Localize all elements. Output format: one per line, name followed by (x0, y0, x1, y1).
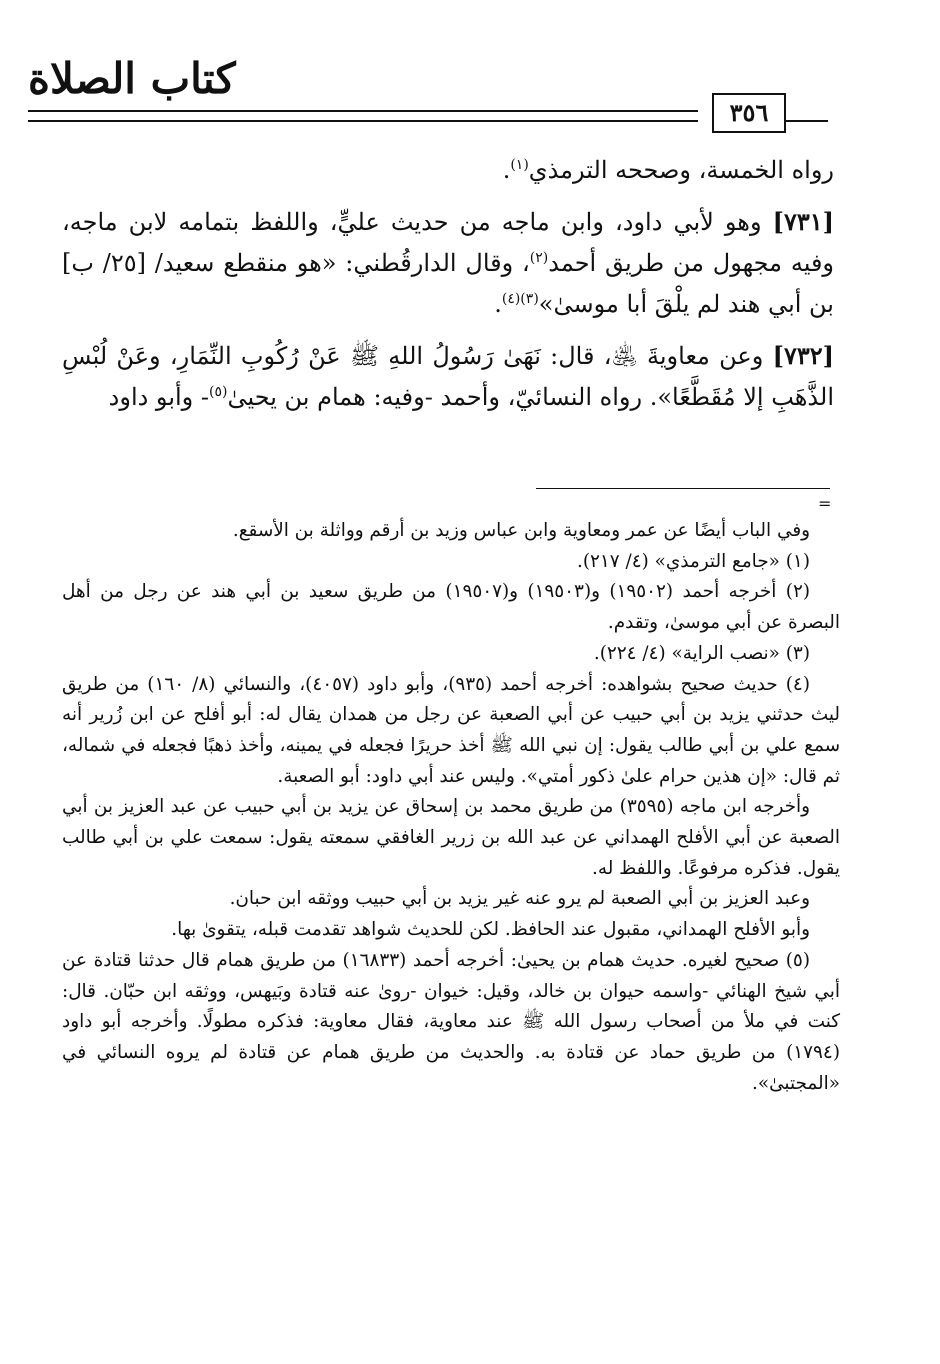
footnote-4-para-3: وعبد العزيز بن أبي الصعبة لم يرو عنه غير يزيد بن أبي حبيب ووثقه ابن حبان. (229, 888, 810, 910)
header-rule-bottom (28, 120, 698, 122)
footnote-3: (٣) «نصب الراية» (٤/ ٢٢٤). (593, 642, 810, 664)
hadith-number: [٧٣١] (772, 207, 834, 236)
paragraph-riwayah: رواه الخمسة، وصححه الترمذي$^{(١)}$. (502, 156, 834, 184)
running-header-title: كتاب الصلاة (28, 54, 236, 103)
continuation-mark: = (818, 494, 832, 513)
header-rule-right (786, 120, 828, 122)
footnote-2: (٢) أخرجه أحمد (١٩٥٠٢) و(١٩٥٠٣) و(١٩٥٠٧) من طريق سعيد بن أبي هند عن رجل من أهل البصرة عن أبي موسىٰ، وتقدم. (62, 581, 840, 634)
header-rule-top (28, 110, 698, 112)
footnote-4-para-4: وأبو الأفلح الهمداني، مقبول عند الحافظ. لكن للحديث شواهد تقدمت قبله، يتقوىٰ بها. (171, 919, 810, 941)
page-number: ٣٥٦ (712, 93, 786, 133)
hadith-731: [٧٣١] وهو لأبي داود، وابن ماجه من حديث عليٍّ، واللفظ بتمامه لابن ماجه، وفيه مجهول من طريق أحمد$^{(٢)}$، وقال الدارقُطني: «هو منقطع سعيد/ [٢٥/ ب] بن أبي هند لم يلْقَ أبا موسىٰ»$^{(٣)(٤)}$. (62, 207, 835, 318)
main-text (62, 150, 834, 428)
footnote-ref: (١) (510, 157, 529, 173)
footnote-ref: (٣)(٤) (501, 291, 539, 307)
footnotes (62, 516, 840, 1099)
footnote-ref: (٢) (529, 250, 549, 266)
footnote-ref: (٥) (209, 384, 228, 400)
footnote-separator (536, 488, 830, 489)
footnote-5: (٥) صحيح لغيره. حديث همام بن يحيىٰ: أخرجه أحمد (١٦٨٣٣) من طريق همام قال حدثنا قتادة عن أبي شيخ الهنائي -واسمه حيوان بن خالد، وقيل: خيوان -روىٰ عنه قتادة وبَيهس، ووثقه ابن حبّان. قال: كنت في ملأ من أصحاب رسول الله ﷺ عند معاوية، فقال معاوية: فذكره مطولًا. وأخرجه أبو داود (١٧٩٤) من طريق حماد عن قتادة به. والحديث من طريق همام عن قتادة لم يروه النسائي في «المجتبىٰ». (62, 949, 840, 1094)
footnote-4: (٤) حديث صحيح بشواهده: أخرجه أحمد (٩٣٥)، وأبو داود (٤٠٥٧)، والنسائي (٨/ ١٦٠) من طريق ليث حدثني يزيد بن أبي حبيب عن أبي الصعبة عن رجل من همدان يقال له: أبو أفلح عن ابن زُرير أنه سمع علي بن أبي طالب يقول: إن نبي الله ﷺ أخذ حريرًا فجعله في يمينه، وأخذ ذهبًا فجعله في شماله، ثم قال: «إن هذين حرام علىٰ ذكور أمتي». وليس عند أبي داود: أبو الصعبة. (62, 673, 840, 787)
hadith-732: [٧٣٢] وعن معاويةَ ﵁، قال: نَهَىٰ رَسُولُ اللهِ ﷺ عَنْ رُكُوبِ النِّمَارِ، وعَنْ لُبْسِ الذَّهَبِ إلا مُقَطَّعًا». رواه النسائيّ، وأحمد -وفيه: همام بن يحيىٰ$^{(٥)}$- وأبو داود (62, 341, 834, 411)
footnote-4-para-2: وأخرجه ابن ماجه (٣٥٩٥) من طريق محمد بن إسحاق عن يزيد بن أبي حبيب عن عبد العزيز بن أبي الصعبة عن أبي الأفلح الهمداني عن عبد الله بن زرير الغافقي سمعته يقول: سمعت علي بن أبي طالب يقول. فذكره مرفوعًا. واللفظ له. (62, 796, 840, 879)
footnote-1: (١) «جامع الترمذي» (٤/ ٢١٧). (577, 550, 810, 572)
hadith-number: [٧٣٢] (772, 341, 834, 370)
footnote-continuation: وفي الباب أيضًا عن عمر ومعاوية وابن عباس وزيد بن أرقم وواثلة بن الأسقع. (232, 520, 810, 541)
